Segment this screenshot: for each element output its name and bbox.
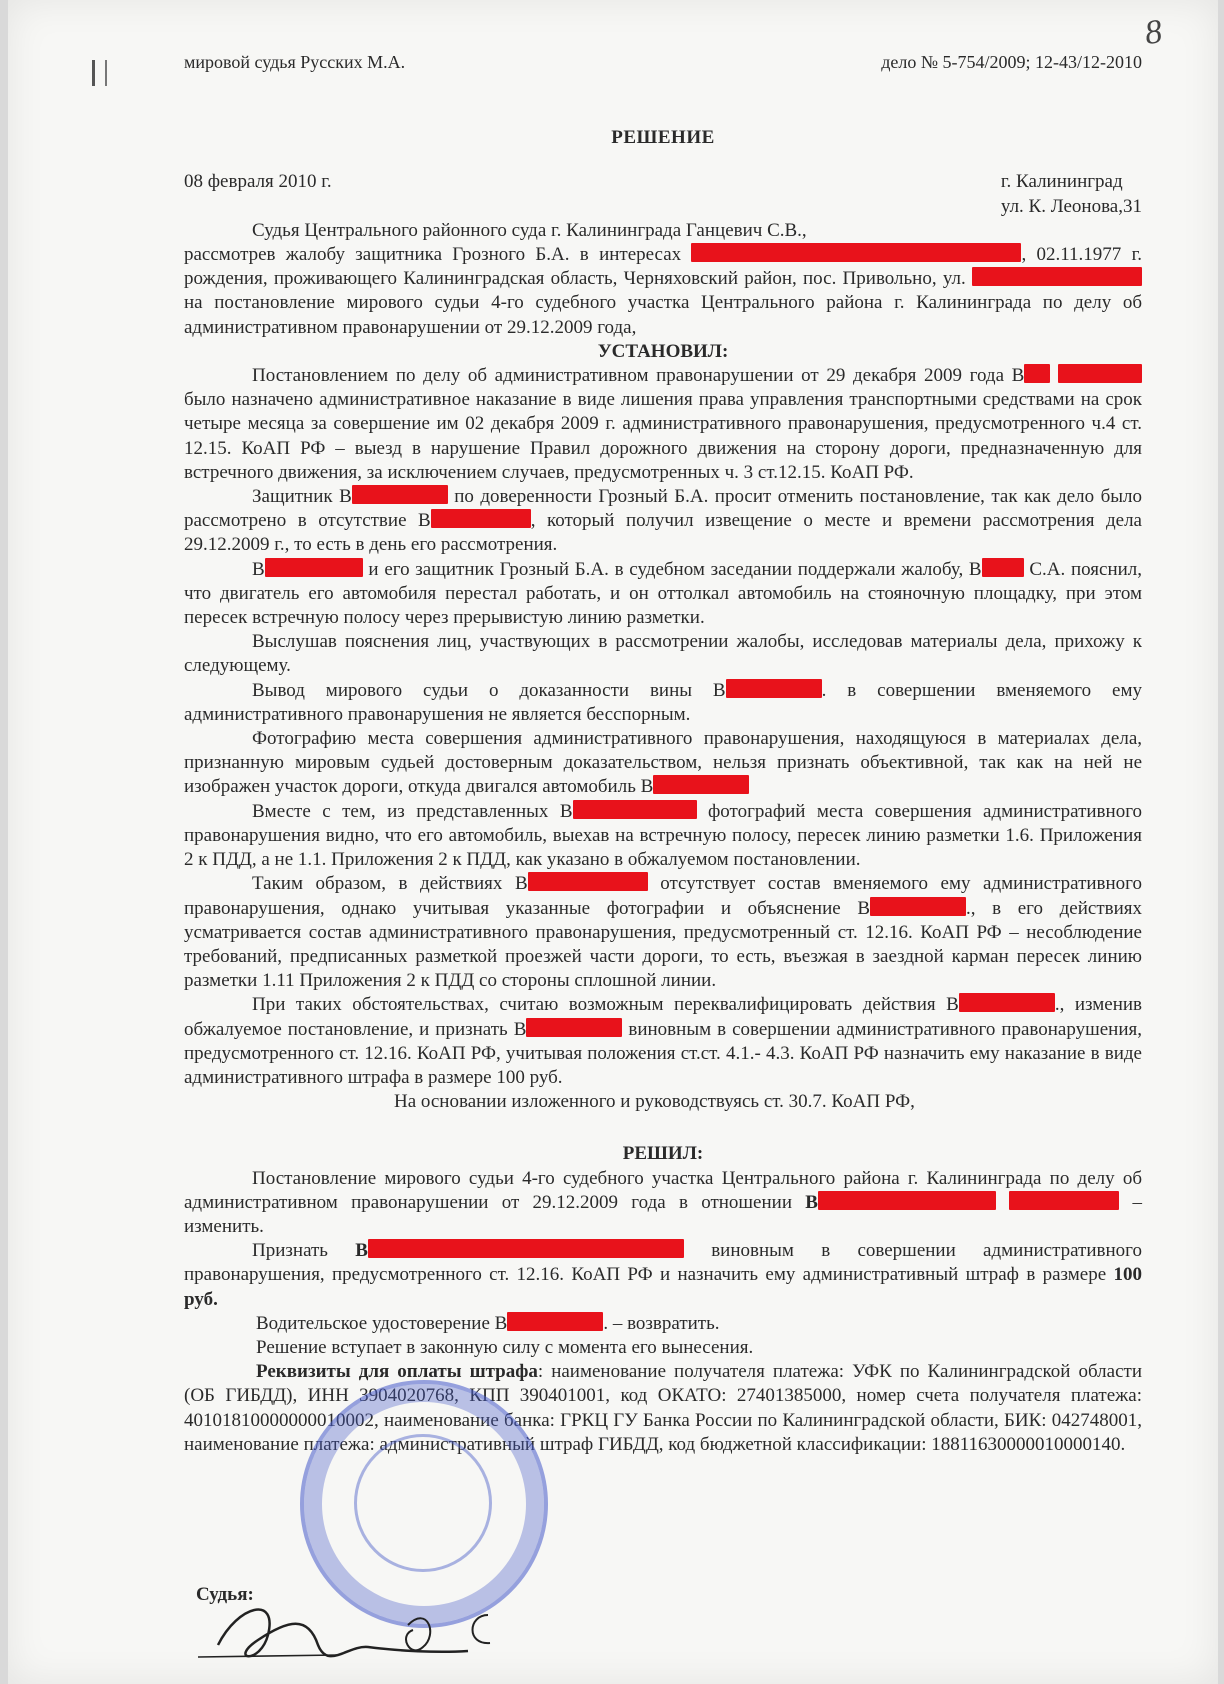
p5-text-a: Вывод мирового судьи о доказанности вины В [252, 679, 726, 701]
p9-text-a: При таких обстоятельствах, считаю возможным переквалифицировать действия В [252, 994, 959, 1016]
redaction-block [265, 558, 363, 577]
redaction-block [1009, 1191, 1119, 1210]
court-city: г. Калининград [1000, 171, 1123, 193]
payment-details-label: Реквизиты для оплаты штрафа [256, 1361, 538, 1383]
redaction-block [1024, 364, 1050, 383]
redaction-block [972, 267, 1142, 286]
p8-text-a: Таким образом, в действиях В [252, 873, 528, 895]
paragraph-2 [184, 485, 1142, 558]
paragraph-4: Выслушав пояснения лиц, участвующих в рассмотрении жалобы, исследовав материалы дела, прихожу к следующему. [184, 631, 1142, 677]
court-address [1001, 170, 1142, 218]
p1-text-a: Постановлением по делу об административном правонарушении от 29 декабря 2009 года В [252, 365, 1025, 387]
paragraph-1 [184, 364, 1142, 485]
document-body [184, 50, 1142, 1457]
established-heading: УСТАНОВИЛ: [597, 340, 729, 362]
paragraph-3 [184, 558, 1142, 631]
redaction-block [573, 800, 697, 819]
paragraph-5 [184, 679, 1142, 727]
document-title: РЕШЕНИЕ [611, 127, 715, 149]
resolution-1: Постановление мирового судьи 4-го судебного участка Центрального района г. Калининграда по делу об административном правонарушении от 29.12.2009 года в отношении В – изменить. [184, 1167, 1143, 1237]
resolution-2: Признать В виновным в совершении административного правонарушения, предусмотренного ст. 12.16. КоАП РФ и назначить ему административный штраф в размере 100 руб. [184, 1240, 1142, 1310]
paragraph-9 [184, 993, 1142, 1090]
redaction-block [507, 1312, 603, 1331]
payment-details-text: : наименование получателя платежа: УФК по Калининградской области (ОБ ГИБДД), ИНН 3904020768, КПП 390401001, код ОКАТО: 27401385000, номер счета получателя платежа: 40101810000000010002, наименование банка: ГРКЦ ГУ Банка России по Калининградской области, БИК: 042748001, наименование платежа: административный штраф ГИБДД, код бюджетной классификации: 18811630000010000140. [184, 1361, 1142, 1455]
redaction-block [691, 243, 1021, 262]
decided-heading: РЕШИЛ: [622, 1143, 704, 1165]
redaction-block [959, 993, 1055, 1012]
p3-text-a: В [252, 558, 265, 580]
staple-mark [92, 60, 107, 86]
redaction-block [870, 897, 966, 916]
r1-text-a: Постановление мирового судьи 4-го судебного участка Центрального района г. Калининграда по делу об административном правонарушении от 29.12.2009 года в отношении [184, 1167, 1142, 1213]
redaction-block [653, 775, 749, 794]
p5-text-b: . в совершении вменяемого ему административного правонарушения не является бесспорным. [184, 679, 1142, 725]
document-page [8, 0, 1218, 1684]
resolution-4: Решение вступает в законную силу с момента его вынесения. [256, 1336, 754, 1358]
p1-text-b: было назначено административное наказание в виде лишения права управления транспортными средствами на срок четыре месяца за совершение им 02 декабря 2009 г. административного правонарушения, предусмотренного ч.4 ст. 12.15. КоАП РФ – выезд в нарушение Правил дорожного движения на сторону дороги, предназначенную для встречного движения, за исключением случаев, предусмотренных ч. 3 ст.12.15. КоАП РФ. [184, 389, 1142, 483]
p2-text-a: Защитник В [252, 486, 352, 508]
p7-text-b: фотографий места совершения административного правонарушения видно, что его автомобиль, выехав на встречную полосу, пересек линию разметки 1.6. Приложения 2 к ПДД, а не 1.1. Приложения 2 к ПДД, как указано в обжалуемом постановлении. [184, 800, 1143, 871]
redaction-block [1058, 364, 1142, 383]
redaction-block [726, 679, 822, 698]
p8-text-c: ., в его действиях усматривается состав административного правонарушения, предусмотренный ст. 12.16. КоАП РФ – несоблюдение требований, предписанных разметкой проезжей части дороги, то есть, въезжая в заездной карман пересек линию разметки 1.11 Приложения 2 к ПДД со стороны сплошной линии. [184, 897, 1142, 992]
decision-date: 08 февраля 2010 г. [184, 171, 332, 193]
paragraph-8 [184, 872, 1142, 993]
p9-text-c: виновным в совершении административного правонарушения, предусмотренного ст. 12.16. КоАП РФ, учитывая положения ст.ст. 4.1.- 4.3. КоАП РФ назначить ему наказание в виде административного штрафа в размере 100 руб. [184, 1018, 1142, 1088]
paragraph-6 [184, 727, 1142, 800]
r2-text-b: виновным в совершении административного правонарушения, предусмотренного ст. 12.16. КоАП РФ и назначить ему административный штраф в размере [184, 1240, 1142, 1286]
date-place-row [184, 170, 1142, 218]
handwritten-signature [198, 1585, 558, 1675]
redaction-block [368, 1239, 684, 1258]
p3-text-c: С.А. пояснил, что двигатель его автомобиля перестал работать, и он оттолкал автомобиль на стояночную площадку, при этом пересек встречную полосу через прерывистую линию разметки. [184, 558, 1143, 629]
paragraph-7 [184, 800, 1142, 873]
redaction-block [352, 485, 448, 504]
header-row [184, 50, 1142, 74]
r3-text-b: . – возвратить. [603, 1312, 720, 1334]
p3-text-b: и его защитник Грозный Б.А. в судебном заседании поддержали жалобу, В [368, 558, 982, 580]
fine-amount: 100 руб. [184, 1264, 1142, 1310]
redaction-block [431, 509, 531, 528]
redaction-block [982, 558, 1024, 577]
r2-text-a: Признать [252, 1240, 356, 1262]
redaction-block [528, 872, 648, 891]
case-number: дело № 5-754/2009; 12-43/12-2010 [881, 52, 1142, 72]
p7-text-a: Вместе с тем, из представленных В [252, 800, 573, 822]
seal-inner-ring [354, 1434, 492, 1572]
resolution-3 [184, 1312, 1142, 1336]
p2-text-c: , который получил извещение о месте и времени рассмотрения дела 29.12.2009 г., то есть в день его рассмотрения. [184, 510, 1142, 556]
p2-text-b: по доверенности Грозный Б.А. просит отменить постановление, так как дело было рассмотрено в отсутствие В [184, 486, 1143, 532]
signature-label: Судья: [196, 1584, 254, 1605]
r1-text-b: – изменить. [184, 1191, 1143, 1237]
intro-paragraph: рассмотрев жалобу защитника Грозного Б.А. в интересах , 02.11.1977 г. рождения, проживающего Калининградская область, Черняховский район, пос. Привольно, ул. на постановление мирового судьи 4-го судебного участка Центрального района г. Калининграда по делу об административном правонарушении от 29.12.2009 года, [184, 244, 1142, 338]
redaction-block [526, 1018, 622, 1037]
paragraph-10: На основании изложенного и руководствуясь ст. 30.7. КоАП РФ, [394, 1091, 915, 1113]
judge-name: мировой судья Русских М.А. [184, 52, 406, 72]
p9-text-b: ., изменив обжалуемое постановление, и признать В [184, 994, 1142, 1040]
handwritten-page-mark: 8 [1142, 13, 1165, 53]
redaction-block [818, 1191, 996, 1210]
p8-text-b: отсутствует состав вменяемого ему административного правонарушения, однако учитывая указанные фотографии и объяснение В [184, 873, 1143, 919]
r3-text-a: Водительское удостоверение В [256, 1312, 508, 1334]
intro-judge: Судья Центрального районного суда г. Калининграда Ганцевич С.В., [252, 219, 807, 241]
intro-text-b: 02.11.1977 г. рождения, проживающего Калининградская область, Черняховский район, пос. Привольно, ул. [184, 244, 1142, 290]
p6-text-a: Фотографию места совершения административного правонарушения, находящуюся в материалах дела, признанную мировым судьей достоверным доказательством, нельзя признать объективной, так как на ней не изображен участок дороги, откуда двигался автомобиль В [184, 728, 1142, 798]
intro-text-a: рассмотрев жалобу защитника Грозного Б.А. в интересах [184, 244, 692, 266]
intro-text-c: на постановление мирового судьи 4-го судебного участка Центрального района г. Калининграда по делу об административном правонарушении от 29.12.2009 года, [184, 292, 1142, 338]
court-street: ул. К. Леонова,31 [1000, 195, 1142, 217]
